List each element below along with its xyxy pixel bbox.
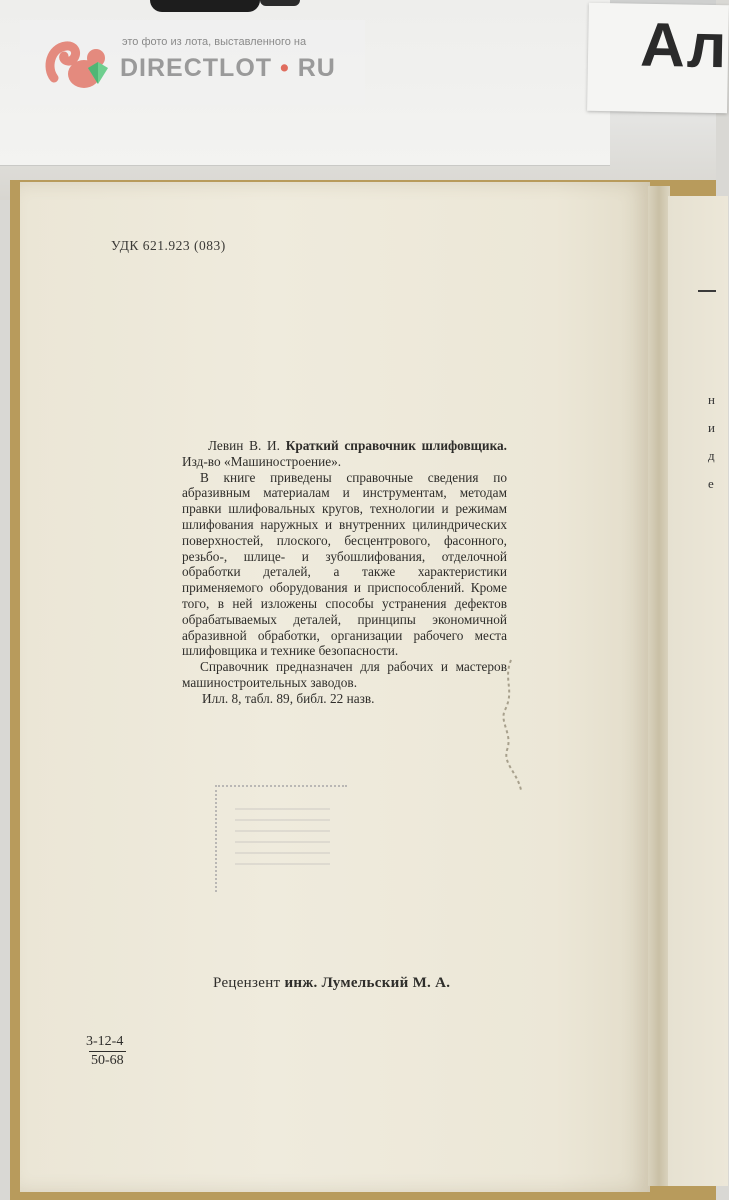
watermark <box>20 20 365 105</box>
publication-code <box>86 1033 126 1070</box>
annotation-paragraph-1: В книге приведены справочные сведения по абразивным материалам и инструментам, методам правки шлифовальных кругов, технологии и режимам шлифования наружных и внутренних цилиндрических поверхностей, плоского, бесцентрового, фасонного, резьбо-, шлице- и зубошлифования, отделочной обработки деталей, а также характеристики применяемого оборудования и приспособлений. Кроме того, в ней изложены способы устранения дефектов обрабатываемых деталей, принципы экономичной абразивной обработки, организации рабочего места шлифовщика и технике безопасности. <box>182 469 507 659</box>
illustrations-count: Илл. 8, табл. 89, библ. 22 назв. <box>202 690 375 706</box>
faded-stamp-text <box>235 805 330 865</box>
book-page-right <box>668 196 728 1186</box>
right-page-char: е <box>708 476 714 491</box>
code-top: 3-12-4 <box>86 1034 124 1049</box>
bibliographic-entry <box>182 438 507 470</box>
annotation-paragraph-2: Справочник предназначен для рабочих и мастеров машиностроительных заводов. <box>182 659 507 690</box>
watermark-brand: DIRECTLOT • RU <box>120 54 336 82</box>
code-bottom: 50-68 <box>91 1053 124 1068</box>
page-tear-mark <box>497 660 527 790</box>
bib-publisher: Изд-во «Машиностроение». <box>182 453 342 469</box>
lot-label-card <box>587 3 729 113</box>
book-gutter <box>648 186 670 1186</box>
reviewer-name: инж. Лумельский М. А. <box>284 975 451 991</box>
watermark-caption: это фото из лота, выставленного на <box>122 36 307 48</box>
udk-code: УДК 621.923 (083) <box>111 238 226 253</box>
lot-label-text: Ал <box>639 10 729 82</box>
squirrel-logo-icon <box>44 38 114 94</box>
bib-author: Левин В. И. <box>208 438 280 453</box>
right-page-char: д <box>708 448 715 463</box>
bib-title: Краткий справочник шлифовщика. <box>285 438 508 453</box>
reviewer-label: Рецензент <box>213 975 281 991</box>
reviewer-line <box>213 975 450 992</box>
right-page-char: н <box>708 392 715 407</box>
annotation-block <box>182 438 507 707</box>
dark-object <box>150 0 260 12</box>
right-page-char: и <box>708 420 715 435</box>
dark-object-2 <box>260 0 300 6</box>
right-page-rule <box>698 290 716 292</box>
